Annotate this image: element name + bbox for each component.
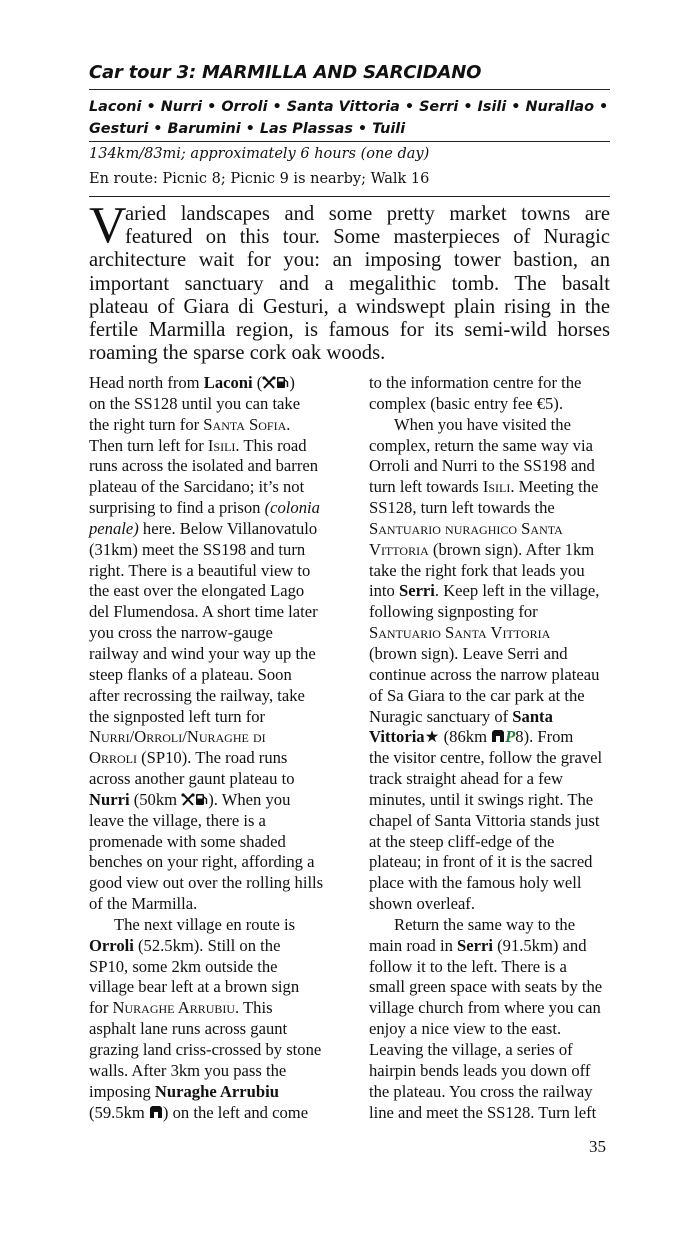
- text-line: Santuario Santa Vittoria: [369, 623, 551, 643]
- text-line: the visitor centre, follow the gravel: [369, 748, 603, 768]
- text-line: railway and wind your way up the: [89, 643, 316, 663]
- places-rule: [89, 141, 610, 142]
- fuel-pump-icon: [276, 376, 289, 389]
- text-line: of Sa Giara to the car park at the: [369, 685, 585, 705]
- text-line: SS128, turn left towards the: [369, 498, 555, 518]
- title-rule: [89, 89, 610, 90]
- places-line-1: Laconi • Nurri • Orroli • Santa Vittoria • Serri • Isili • Nurallao •: [89, 99, 609, 115]
- text-line: Nurri/Orroli/Nuraghe di: [89, 727, 266, 747]
- text-line: Then turn left for Isili. This road: [89, 435, 307, 455]
- tour-title: Car tour 3: MARMILLA AND SARCIDANO: [89, 62, 482, 83]
- text-line: plateau; in front of it is the sacred: [369, 852, 593, 872]
- text-line: minutes, until it swings right. The: [369, 789, 594, 809]
- intro-line: fertile Marmilla region, is famous for its semi-wild horses: [89, 319, 610, 342]
- text-line: plateau of the Sarcidano; it’s not: [89, 477, 305, 497]
- text-line: complex, return the same way via: [369, 435, 593, 455]
- meta-rule: [89, 196, 610, 197]
- text-line: at the steep cliff-edge of the: [369, 831, 555, 851]
- text-line: imposing Nuraghe Arrubiu: [89, 1081, 279, 1101]
- text-line: to the information centre for the: [369, 373, 582, 392]
- text-line: the signposted left turn for: [89, 706, 266, 726]
- text-line: asphalt lane runs across gaunt: [89, 1019, 288, 1039]
- intro-line: architecture wait for you: an imposing tower bastion, an: [89, 249, 610, 272]
- text-line: benches on your right, affording a: [89, 852, 315, 872]
- text-line: following signposting for: [369, 602, 538, 622]
- text-line: When you have visited the: [394, 414, 571, 434]
- text-line: steep flanks of a plateau. Soon: [89, 664, 292, 684]
- en-route: En route: Picnic 8; Picnic 9 is nearby; Walk 16: [89, 171, 430, 187]
- text-line: grazing land criss-crossed by stone: [89, 1040, 322, 1059]
- text-line: follow it to the left. There is a: [369, 956, 567, 976]
- distance-duration: 134km/83mi; approximately 6 hours (one day): [89, 146, 430, 162]
- places-line-2: Gesturi • Barumini • Las Plassas • Tuili: [89, 121, 406, 137]
- text-line: of the Marmilla.: [89, 894, 198, 914]
- text-line: Santuario nuraghico Santa: [369, 518, 563, 538]
- text-line: Nurri (50km ). When you: [89, 789, 291, 809]
- text-line: chapel of Santa Vittoria stands just: [369, 810, 600, 830]
- text-line: continue across the narrow plateau: [369, 664, 600, 684]
- text-line: complex (basic entry fee €5).: [369, 393, 563, 413]
- text-line: Head north from Laconi ( ): [89, 373, 295, 392]
- text-line: shown overleaf.: [369, 894, 475, 914]
- drop-cap: V: [89, 197, 127, 254]
- text-line: del Flumendosa. A short time later: [89, 602, 318, 622]
- text-line: surprising to find a prison (colonia: [89, 498, 320, 518]
- text-line: penale) here. Below Villanovatulo: [89, 518, 318, 538]
- intro-line: featured on this tour. Some masterpieces of Nuragic: [125, 226, 610, 249]
- text-line: walls. After 3km you pass the: [89, 1060, 287, 1080]
- crossed-cutlery-icon: [262, 376, 276, 389]
- text-line: the right turn for Santa Sofia.: [89, 414, 291, 434]
- text-line: hairpin bends leads you down off: [369, 1060, 591, 1080]
- nuraghe-icon: [491, 729, 505, 743]
- text-line: (59.5km ) on the left and come: [89, 1102, 309, 1122]
- text-line: line and meet the SS128. Turn left: [369, 1102, 597, 1122]
- text-line: Orroli and Nurri to the SS198 and: [369, 456, 595, 476]
- text-line: Leaving the village, a series of: [369, 1040, 573, 1059]
- text-line: (brown sign). Leave Serri and: [369, 643, 568, 663]
- left-column: [89, 373, 351, 1123]
- text-line: leave the village, there is a: [89, 810, 266, 830]
- text-line: across another gaunt plateau to: [89, 769, 295, 789]
- places-list: [89, 96, 610, 140]
- text-line: track straight ahead for a few: [369, 769, 563, 789]
- text-line: for Nuraghe Arrubiu. This: [89, 998, 273, 1018]
- text-line: you cross the narrow-gauge: [89, 623, 273, 643]
- picnic-icon: P: [505, 727, 516, 747]
- intro-paragraph: [89, 197, 610, 365]
- nuraghe-icon: [149, 1105, 163, 1119]
- text-line: Orroli (SP10). The road runs: [89, 748, 288, 768]
- text-line: main road in Serri (91.5km) and: [369, 935, 587, 955]
- intro-line: plateau of Giara di Gesturi, a windswept plain rising in the: [89, 295, 610, 318]
- text-line: small green space with seats by the: [369, 977, 603, 997]
- text-line: promenade with some shaded: [89, 831, 286, 851]
- text-line: after recrossing the railway, take: [89, 685, 305, 705]
- text-line: on the SS128 until you can take: [89, 393, 301, 413]
- text-line: Nuragic sanctuary of Santa: [369, 706, 553, 726]
- right-column: [369, 373, 631, 1123]
- fuel-pump-icon: [195, 793, 208, 806]
- text-line: take the right fork that leads you: [369, 560, 585, 580]
- text-line: good view out over the rolling hills: [89, 873, 324, 893]
- text-line: The next village en route is: [114, 914, 296, 934]
- text-line: Vittoria★ (86km P8). From: [369, 727, 574, 747]
- text-line: place with the famous holy well: [369, 873, 582, 893]
- text-line: village bear left at a brown sign: [89, 977, 300, 997]
- text-line: village church from where you can: [369, 998, 601, 1018]
- intro-line: roaming the sparse cork oak woods.: [89, 342, 386, 365]
- intro-line: important sanctuary and a megalithic tomb. The basalt: [89, 272, 610, 295]
- text-line: the east over the elongated Lago: [89, 581, 305, 601]
- text-line: into Serri. Keep left in the village,: [369, 581, 600, 601]
- text-line: Orroli (52.5km). Still on the: [89, 935, 281, 955]
- star-icon: ★: [424, 727, 440, 747]
- text-line: runs across the isolated and barren: [89, 456, 319, 476]
- text-line: (31km) meet the SS198 and turn: [89, 539, 306, 559]
- crossed-cutlery-icon: [181, 793, 195, 806]
- text-line: Return the same way to the: [394, 914, 576, 934]
- text-line: Vittoria (brown sign). After 1km: [369, 539, 595, 559]
- text-line: turn left towards Isili. Meeting the: [369, 477, 599, 497]
- text-line: the plateau. You cross the railway: [369, 1081, 593, 1101]
- text-line: enjoy a nice view to the east.: [369, 1019, 562, 1039]
- text-line: right. There is a beautiful view to: [89, 560, 311, 580]
- intro-line: aried landscapes and some pretty market towns are: [125, 203, 610, 225]
- page-number: 35: [589, 1137, 606, 1156]
- text-line: SP10, some 2km outside the: [89, 956, 278, 976]
